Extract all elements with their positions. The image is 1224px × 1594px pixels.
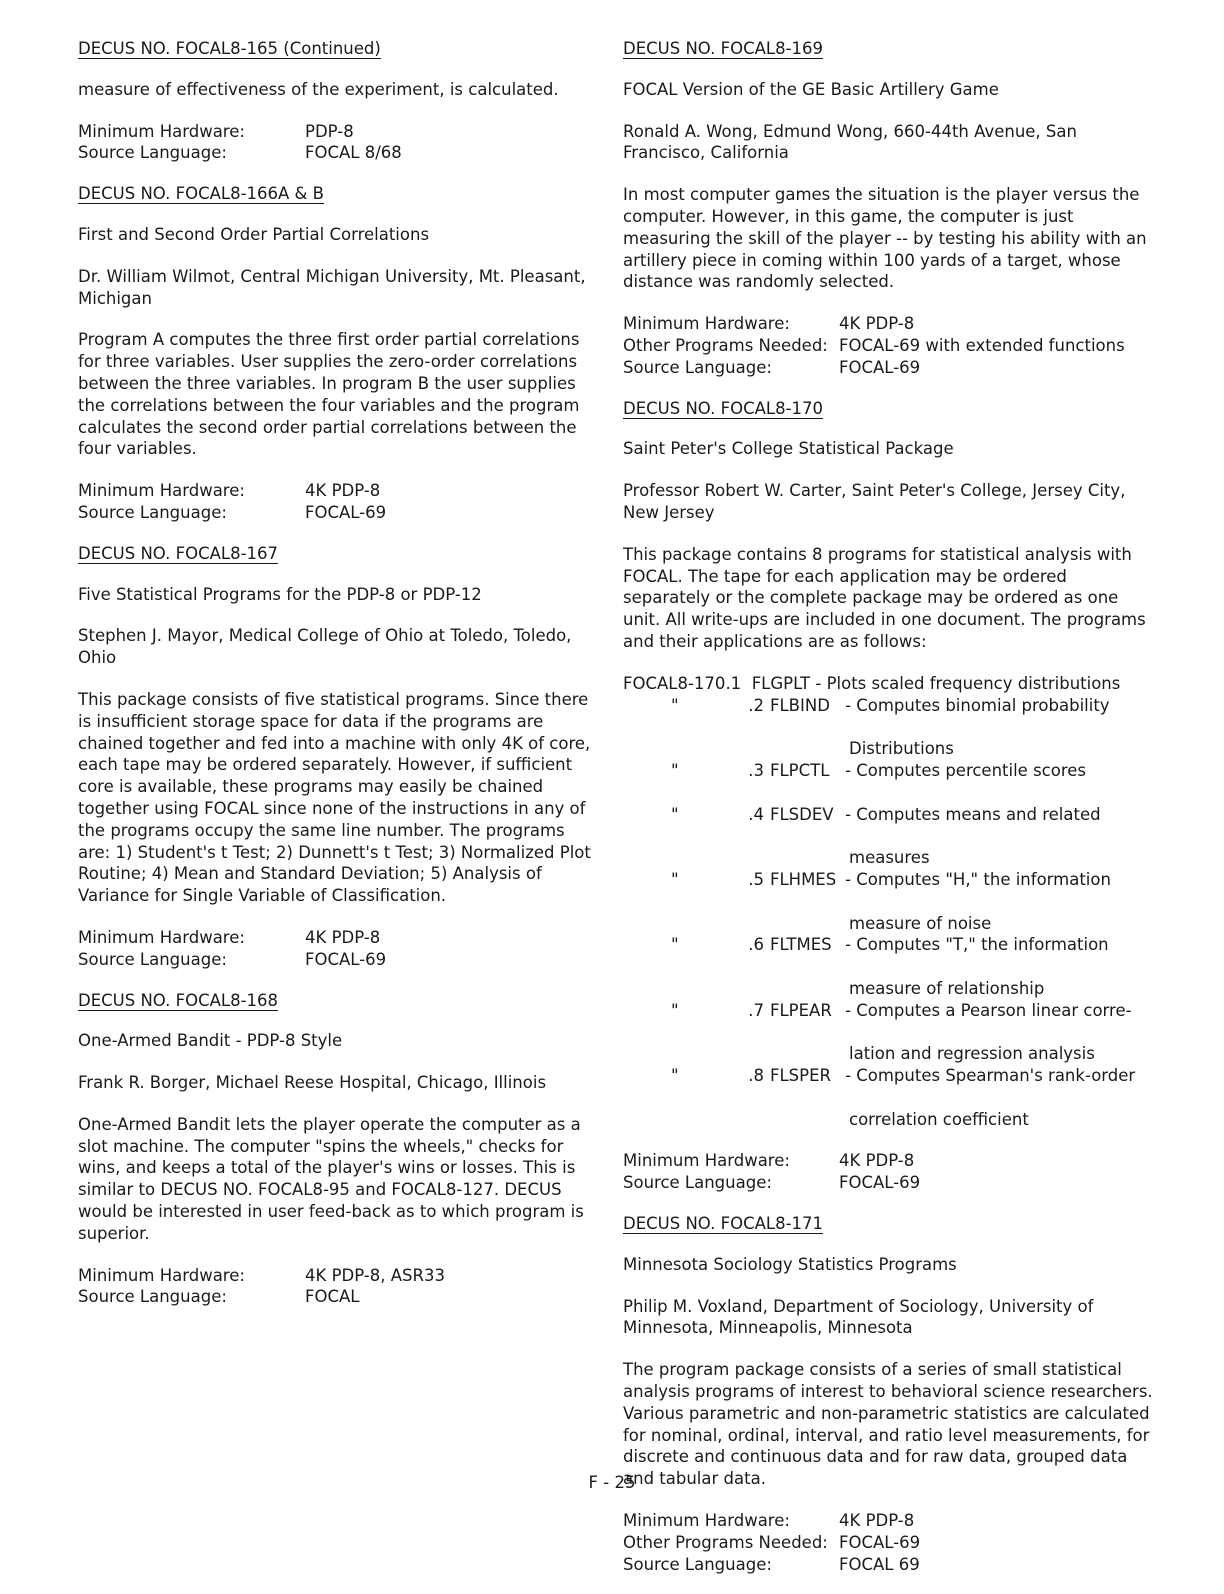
spec-table (78, 121, 593, 165)
program-name: FLSDEV (769, 804, 834, 824)
entry-title: Saint Peter's College Statistical Package (623, 439, 954, 459)
spec-label: Source Language: (78, 143, 227, 163)
spec-table (78, 1265, 593, 1309)
program-list (623, 673, 1153, 1131)
entry-focal8-170 (623, 398, 1153, 1195)
spec-label: Minimum Hardware: (623, 1151, 790, 1171)
entry-heading: DECUS NO. FOCAL8-166A & B (78, 184, 324, 204)
program-row: " .5 FLHMES - Computes "H," the information (623, 869, 1153, 913)
spec-value: 4K PDP-8 (839, 314, 915, 334)
ditto-mark: " (671, 760, 679, 780)
spec-table (623, 1150, 1153, 1194)
spec-row (78, 927, 593, 949)
program-number: .2 (748, 695, 764, 715)
spec-value: FOCAL 69 (839, 1554, 920, 1574)
entry-heading: DECUS NO. FOCAL8-167 (78, 543, 279, 563)
spec-label: Minimum Hardware: (623, 314, 790, 334)
spec-row (78, 121, 593, 143)
program-row: " .8 FLSPER - Computes Spearman's rank-order (623, 1065, 1153, 1109)
entry-description: Program A computes the three first order partial correlations for three variables. User supplies the zero-order correlations between the three variables. In program B the user supplies the correlations between the four variables and the program calculates the second order partial correlations between the four variables. (78, 330, 580, 459)
entry-focal8-166 (78, 183, 593, 524)
spec-label: Minimum Hardware: (78, 927, 245, 947)
program-desc-continued: correlation coefficient (849, 1109, 1029, 1129)
ditto-mark: " (671, 1066, 679, 1086)
spec-row (623, 335, 1153, 357)
spec-value: FOCAL-69 (305, 502, 387, 522)
entry-focal8-171 (623, 1213, 1153, 1575)
program-desc: Computes a Pearson linear corre- (856, 1000, 1132, 1020)
spec-table (623, 313, 1153, 378)
entry-title: One-Armed Bandit - PDP-8 Style (78, 1031, 343, 1051)
program-name: FLPEAR (769, 1000, 832, 1020)
program-number: .8 (748, 1066, 764, 1086)
entry-heading: DECUS NO. FOCAL8-165 (Continued) (78, 39, 381, 58)
program-desc: Computes "T," the information (856, 935, 1109, 955)
ditto-mark: " (671, 869, 679, 889)
entry-description: The program package consists of a series of small statistical analysis programs of interest to behavioral science researchers. Various parametric and non-parametric statistics are calculated for nominal, ordinal, interval, and ratio level measurements, for discrete and continuous data and for raw data, grouped data and tabular data. (623, 1360, 1153, 1489)
program-desc: Computes percentile scores (856, 760, 1087, 780)
spec-value: PDP-8 (305, 121, 354, 141)
spec-label: Source Language: (78, 1287, 227, 1307)
program-number: .4 (748, 804, 764, 824)
spec-row (78, 1265, 593, 1287)
spec-label: Source Language: (78, 502, 227, 522)
program-name: FLBIND (769, 695, 830, 715)
spec-label: Source Language: (623, 1173, 772, 1193)
entry-description: measure of effectiveness of the experiment, is calculated. (78, 79, 559, 99)
program-row: " .4 FLSDEV - Computes means and related (623, 804, 1153, 848)
spec-value: FOCAL-69 (839, 1532, 921, 1552)
program-desc: Computes Spearman's rank-order (856, 1066, 1136, 1086)
program-desc: Computes "H," the information (856, 869, 1111, 889)
spec-value: 4K PDP-8 (839, 1511, 915, 1531)
entry-author: Philip M. Voxland, Department of Sociology, University of Minnesota, Minneapolis, Minnesota (623, 1296, 1094, 1338)
program-desc: Computes means and related (856, 804, 1101, 824)
ditto-mark: " (671, 695, 679, 715)
spec-row (623, 1172, 1153, 1194)
spec-row (78, 949, 593, 971)
program-row: " .2 FLBIND - Computes binomial probability (623, 695, 1153, 739)
program-number: .6 (748, 935, 764, 955)
spec-label: Other Programs Needed: (623, 1532, 828, 1552)
entry-description: This package contains 8 programs for statistical analysis with FOCAL. The tape for each application may be ordered separately or the complete package may be ordered as one unit. All write-ups are included in one document. The programs and their applications are as follows: (623, 544, 1146, 651)
program-desc-continued: measures (849, 848, 930, 868)
spec-value: FOCAL-69 with extended functions (839, 335, 1125, 355)
spec-row (623, 1150, 1153, 1172)
program-desc: Computes binomial probability (856, 695, 1110, 715)
entry-heading: DECUS NO. FOCAL8-169 (623, 39, 824, 58)
page-number: F - 25 (588, 1473, 636, 1492)
spec-row (78, 142, 593, 164)
entry-heading: DECUS NO. FOCAL8-170 (623, 398, 824, 418)
spec-table (78, 480, 593, 524)
spec-value: 4K PDP-8 (305, 481, 381, 501)
spec-row (78, 480, 593, 502)
spec-label: Minimum Hardware: (78, 1265, 245, 1285)
program-number: .3 (748, 760, 764, 780)
entry-focal8-165 (78, 38, 593, 164)
entry-heading: DECUS NO. FOCAL8-171 (623, 1214, 824, 1234)
spec-row (78, 1286, 593, 1308)
spec-row (623, 313, 1153, 335)
spec-label: Source Language: (78, 949, 227, 969)
program-desc: Plots scaled frequency distributions (826, 673, 1121, 693)
ditto-mark: " (671, 804, 679, 824)
right-column (623, 38, 1153, 1594)
entry-author: Ronald A. Wong, Edmund Wong, 660-44th Avenue, San Francisco, California (623, 121, 1077, 163)
program-name: FLPCTL (769, 760, 830, 780)
program-desc-continued: measure of noise (849, 913, 992, 933)
entry-title: Five Statistical Programs for the PDP-8 or PDP-12 (78, 584, 482, 604)
program-number: .7 (748, 1000, 764, 1020)
program-desc-continued: lation and regression analysis (849, 1044, 1095, 1064)
program-number: .1 (725, 673, 742, 693)
program-name: FLGPLT (751, 673, 811, 693)
spec-label: Minimum Hardware: (623, 1511, 790, 1531)
spec-row (623, 1554, 1153, 1576)
entry-description: In most computer games the situation is the player versus the computer. However, in this game, the computer is just measuring the skill of the player -- by testing his ability with an artillery piece in coming within 100 yards of a target, whose distance was randomly selected. (623, 185, 1147, 292)
entry-title: FOCAL Version of the GE Basic Artillery Game (623, 79, 999, 99)
left-column (78, 38, 593, 1327)
program-row: FOCAL8-170 .1 FLGPLT - Plots scaled frequency distributions (623, 673, 1121, 693)
spec-row (623, 1532, 1153, 1554)
entry-description: One-Armed Bandit lets the player operate the computer as a slot machine. The computer "spins the wheels," checks for wins, and keeps a total of the player's wins or losses. This is similar to DECUS NO. FOCAL8-95 and FOCAL8-127. DECUS would be interested in user feed-back as to which program is superior. (78, 1114, 584, 1243)
spec-value: FOCAL-69 (839, 357, 921, 377)
spec-value: FOCAL-69 (305, 949, 387, 969)
spec-label: Minimum Hardware: (78, 121, 245, 141)
entry-focal8-169 (623, 38, 1153, 379)
ditto-mark: " (671, 935, 679, 955)
entry-focal8-168 (78, 990, 593, 1309)
program-prefix: FOCAL8-170 (623, 673, 726, 693)
program-number: .5 (748, 869, 764, 889)
spec-value: 4K PDP-8 (839, 1151, 915, 1171)
spec-label: Other Programs Needed: (623, 335, 828, 355)
entry-description: This package consists of five statistical programs. Since there is insufficient storage space for data if the programs are chained together and fed into a machine with only 4K of core, each tape may be ordered separately. However, if sufficient core is available, these programs may easily be chained together using FOCAL since none of the instructions in any of the programs occupy the same line number. The programs are: 1) Student's t Test; 2) Dunnett's t Test; 3) Normalized Plot Routine; 4) Mean and Standard Deviation; 5) Analysis of Variance for Single Variable of Classification. (78, 689, 591, 906)
entry-author: Stephen J. Mayor, Medical College of Ohio at Toledo, Toledo, Ohio (78, 626, 572, 668)
spec-value: FOCAL (305, 1287, 360, 1307)
entry-author: Professor Robert W. Carter, Saint Peter's College, Jersey City, New Jersey (623, 481, 1126, 522)
program-name: FLHMES (769, 869, 837, 889)
spec-label: Source Language: (623, 1554, 772, 1574)
spec-row (623, 357, 1153, 379)
spec-value: 4K PDP-8, ASR33 (305, 1265, 445, 1285)
program-name: FLSPER (769, 1066, 831, 1086)
entry-author: Dr. William Wilmot, Central Michigan University, Mt. Pleasant, Michigan (78, 266, 586, 308)
spec-label: Minimum Hardware: (78, 481, 245, 501)
program-row: " .7 FLPEAR - Computes a Pearson linear corre- (623, 1000, 1153, 1044)
entry-author: Frank R. Borger, Michael Reese Hospital, Chicago, Illinois (78, 1073, 547, 1093)
spec-label: Source Language: (623, 357, 772, 377)
program-desc-continued: Distributions (849, 739, 954, 759)
program-row: " .3 FLPCTL - Computes percentile scores (623, 760, 1153, 804)
entry-heading: DECUS NO. FOCAL8-168 (78, 990, 279, 1010)
spec-table (623, 1510, 1153, 1575)
spec-table (78, 927, 593, 971)
entry-title: Minnesota Sociology Statistics Programs (623, 1254, 957, 1274)
program-desc-continued: measure of relationship (849, 978, 1045, 998)
spec-row (623, 1510, 1153, 1532)
spec-value: FOCAL-69 (839, 1173, 921, 1193)
entry-focal8-167 (78, 543, 593, 971)
entry-title: First and Second Order Partial Correlations (78, 224, 430, 244)
program-name: FLTMES (769, 935, 832, 955)
spec-row (78, 502, 593, 524)
spec-value: FOCAL 8/68 (305, 143, 402, 163)
ditto-mark: " (671, 1000, 679, 1020)
spec-value: 4K PDP-8 (305, 927, 381, 947)
program-row: " .6 FLTMES - Computes "T," the information (623, 934, 1153, 978)
